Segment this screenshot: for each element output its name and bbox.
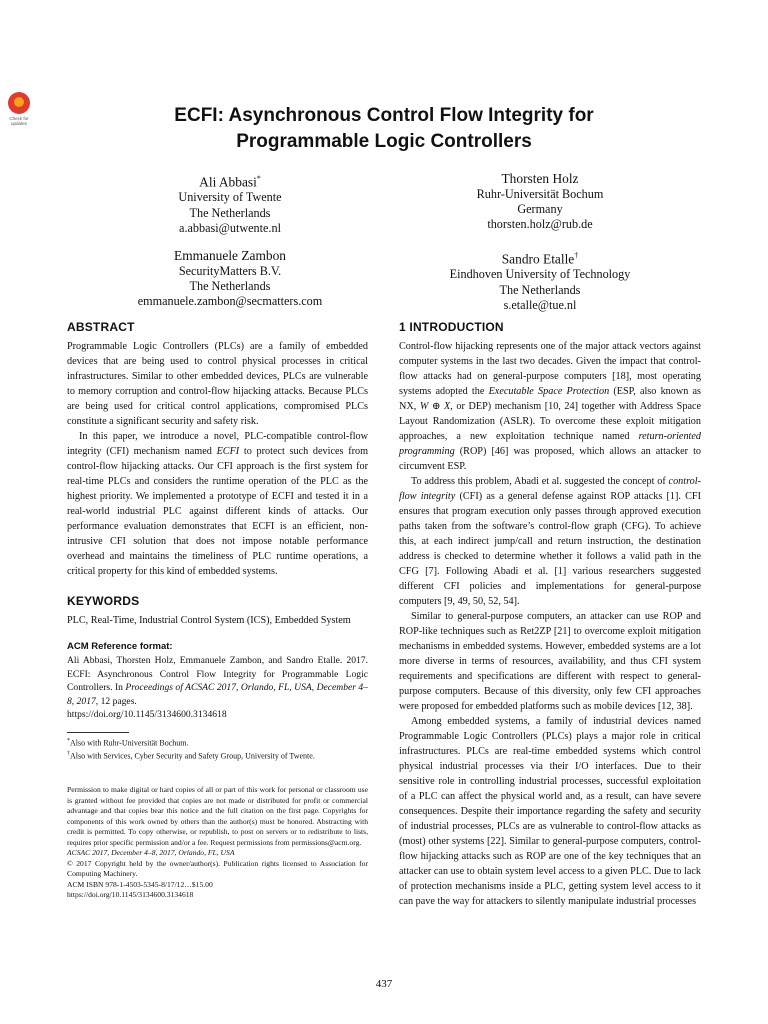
page-number: 437 bbox=[375, 978, 393, 990]
author-affiliation: Eindhoven University of Technology bbox=[449, 267, 631, 282]
author-name: Ali Abbasi* bbox=[199, 174, 261, 190]
author-block-abbasi bbox=[100, 170, 360, 236]
acm-reference bbox=[67, 640, 368, 722]
author-email[interactable]: thorsten.holz@rub.de bbox=[487, 217, 593, 232]
author-name: Emmanuele Zambon bbox=[174, 248, 286, 263]
abstract-paragraph-2: In this paper, we introduce a novel, PLC-compatible control-flow integrity (CFI) mechanism named ECFI to protect such devices from control-flow hijacking attacks. Our CFI approach is the first system for real-time PLCs and considers the runtime operation of the PLC as the highest priority. We implemented a prototype of ECFI and tested it in a real-world industrial PLC against different kinds of attacks. Our performance evaluation demonstrates that ECFI is an efficient, non-intrusive CFI solution that does not impose notable performance overhead and maintains the timeliness of PLC runtime operations, a critical property for this kind of embedded systems. bbox=[67, 431, 368, 577]
left-column bbox=[67, 319, 368, 722]
author-affiliation: SecurityMatters B.V. bbox=[178, 264, 282, 278]
title-line-2: Programmable Logic Controllers bbox=[236, 131, 532, 152]
badge-text: Check for updates bbox=[9, 116, 29, 126]
copyright-line: © 2017 Copyright held by the owner/author(s). Publication rights licensed to Association for Computing Machinery. bbox=[67, 858, 368, 878]
conference-line: ACSAC 2017, December 4–8, 2017, Orlando, FL, USA bbox=[67, 848, 235, 857]
author-country: Germany bbox=[517, 202, 563, 217]
author-name: Thorsten Holz bbox=[501, 171, 579, 186]
crossmark-icon bbox=[8, 92, 30, 114]
acm-reference-text: Ali Abbasi, Thorsten Holz, Emmanuele Zambon, and Sandro Etalle. 2017. ECFI: Asynchronous Control Flow Integrity for Programmable Logic Controllers. In Proceedings of ACSAC 2017, Orlando, FL, USA, December 4–8, 2017, 12 pages. https://doi.org/10.1145/3134600.3134618 bbox=[67, 655, 368, 720]
footnote-1: *Also with Ruhr-Universität Bochum. bbox=[67, 738, 189, 748]
author-email[interactable]: emmanuele.zambon@secmatters.com bbox=[137, 294, 323, 309]
permission-block bbox=[67, 785, 368, 901]
abstract-paragraph-1: Programmable Logic Controllers (PLCs) are a family of embedded devices that are being used to control physical processes in critical infrastructures. Similar to other embedded devices, PLCs are vulnerable to memory corruption and control-flow hijacking attacks. Because PLCs are being used for critical control applications, compromised PLCs constitute a significant security and safety risk. bbox=[67, 341, 368, 427]
isbn-line: ACM ISBN 978-1-4503-5345-8/17/12…$15.00 bbox=[67, 879, 213, 889]
intro-paragraph-4: Among embedded systems, a family of industrial devices named Programmable Logic Controllers (PLCs) plays a major role in critical infrastructures. PLCs are real-time embedded systems which control physical industrial processes via their I/O interfaces. Due to their sensitive role in controlling industrial processes, successful exploitation of a PLC can affect the physical world and, as a result, can have severe consequences. Despite their importance regarding the safety and security of industrial processes, PLCs are as vulnerable to control-flow attacks as (most) other systems [22]. Similar to general-purpose computers, control-flow hijacking attacks such as ROP are one of the key techniques that an attacker can use to obtain system level access to a given PLC. Due to lack of protection mechanisms inside a PLC, getting system level access to it can pave the way for attackers to silently manipulate industrial processes bbox=[399, 716, 701, 907]
intro-paragraph-2: To address this problem, Abadi et al. suggested the concept of control-flow integrity (CFI) as a general defense against ROP attacks [1]. CFI ensures that program execution only passes through approved execution paths taken from the software’s control-flow graph (CFG). To achieve this, at each indirect jump/call and return instruction, the destination address is checked to determine whether it follows a valid path in the CFG [7]. Following Abadi et al. [1] various researchers suggested different CFI policies and implementations for general-purpose computers [9, 49, 50, 52, 54]. bbox=[399, 476, 701, 607]
author-name: Sandro Etalle† bbox=[501, 251, 579, 267]
right-column bbox=[399, 319, 701, 909]
author-country: The Netherlands bbox=[189, 205, 271, 220]
permission-text: Permission to make digital or hard copies of all or part of this work for personal or classroom use is granted without fee provided that copies are not made or distributed for profit or commercial advantage and that copies bear this notice and the full citation on the first page. Copyrights for components of this work owned by others than the author(s) must be honored. Abstracting with credit is permitted. To copy otherwise, or republish, to post on servers or to redistribute to lists, requires prior specific permission and/or a fee. Request permissions from permissions@acm.org. bbox=[67, 785, 368, 847]
abstract-heading: ABSTRACT bbox=[67, 320, 135, 334]
author-country: The Netherlands bbox=[499, 282, 581, 297]
footnote-2: †Also with Services, Cyber Security and Safety Group, University of Twente. bbox=[67, 750, 315, 761]
introduction-heading: 1 INTRODUCTION bbox=[399, 320, 504, 334]
footnote-divider bbox=[67, 732, 129, 733]
footnotes bbox=[67, 736, 368, 761]
author-affiliation: University of Twente bbox=[178, 190, 282, 205]
intro-paragraph-1: Control-flow hijacking represents one of the major attack vectors against computer systems in the last two decades. Given the impact that control-flow attacks had on general-purpose computers [18], most operating systems adopted the Executable Space Protection (ESP, also known as NX, W ⊕ X, or DEP) mechanism [10, 24] together with Address Space Layout Randomization (ASLR). To overcome these exploit mitigation approaches, a new exploitation technique named return-oriented programming (ROP) [46] was proposed, which allows an attacker to circumvent ESP. bbox=[399, 341, 702, 472]
author-affiliation: Ruhr-Universität Bochum bbox=[476, 187, 604, 201]
acm-reference-heading: ACM Reference format: bbox=[67, 641, 173, 652]
author-block-etalle bbox=[410, 247, 670, 313]
acm-reference-doi[interactable]: https://doi.org/10.1145/3134600.3134618 bbox=[67, 709, 227, 720]
check-for-updates-badge[interactable] bbox=[4, 92, 34, 126]
author-block-holz bbox=[410, 170, 670, 233]
paper-title bbox=[90, 103, 678, 155]
title-line-1: ECFI: Asynchronous Control Flow Integrity for bbox=[174, 105, 594, 126]
author-country: The Netherlands bbox=[189, 279, 271, 294]
author-block-zambon bbox=[100, 247, 360, 310]
keywords-heading: KEYWORDS bbox=[67, 594, 140, 608]
intro-paragraph-3: Similar to general-purpose computers, an attacker can use ROP and ROP-like techniques such as Ret2ZP [21] to overcome exploit mitigation mechanisms in embedded systems. However, embedded systems are a lot more diverse in terms of resources, availability, and thus CFI system requirements and specifications are different with respect to general-purpose computers. Because of this diversity, only few CFI approaches were proposed for embedded platforms such as mobile devices [12, 38]. bbox=[399, 611, 701, 712]
author-email[interactable]: a.abbasi@utwente.nl bbox=[179, 220, 281, 235]
keywords-text: PLC, Real-Time, Industrial Control System (ICS), Embedded System bbox=[67, 615, 351, 626]
author-email[interactable]: s.etalle@tue.nl bbox=[503, 297, 577, 312]
permission-doi[interactable]: https://doi.org/10.1145/3134600.3134618 bbox=[67, 890, 194, 899]
